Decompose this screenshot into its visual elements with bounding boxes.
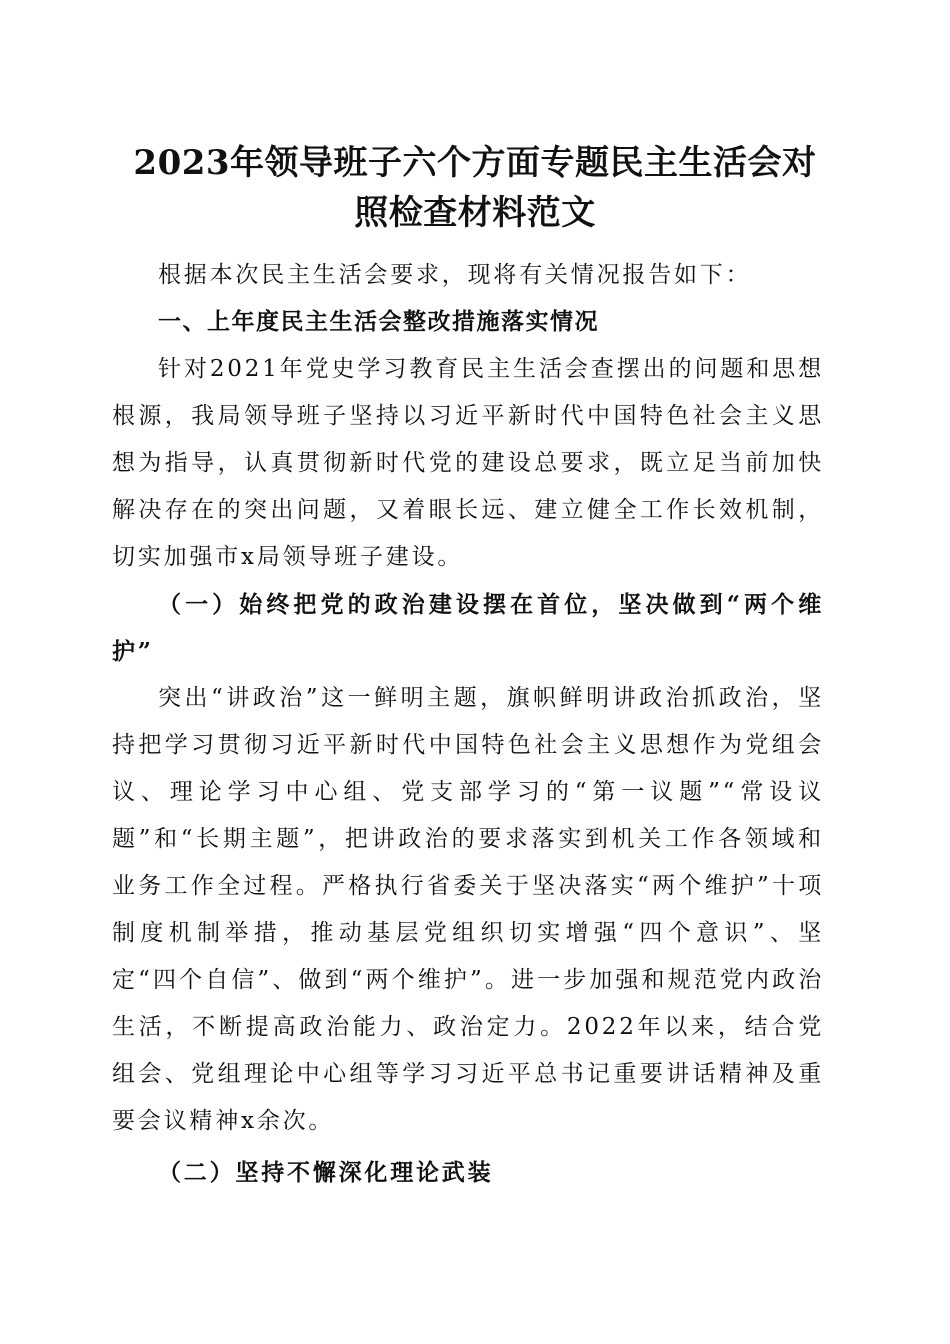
document-title (100, 138, 850, 238)
body-paragraph-1: 针对2021年党史学习教育民主生活会查摆出的问题和思想根源，我局领导班子坚持以习近平新时代中国特色社会主义思想为指导，认真贯彻新时代党的建设总要求，既立足当前加快解决存在的突出问题，又着眼长远、建立健全工作长效机制，切实加强市x局领导班子建设。 (112, 356, 824, 570)
section-heading-1: 一、上年度民主生活会整改措施落实情况 (158, 309, 599, 335)
body-paragraph-2: 突出“讲政治”这一鲜明主题，旗帜鲜明讲政治抓政治，坚持把学习贯彻习近平新时代中国特色社会主义思想作为党组会议、理论学习中心组、党支部学习的“第一议题”“常设议题”和“长期主题”，把讲政治的要求落实到机关工作各领域和业务工作全过程。严格执行省委关于坚决落实“两个维护”十项制度机制举措，推动基层党组织切实增强“四个意识”、坚定“四个自信”、做到“两个维护”。进一步加强和规范党内政治生活，不断提高政治能力、政治定力。2022年以来，结合党组会、党组理论中心组等学习习近平总书记重要讲话精神及重要会议精神x余次。 (112, 685, 824, 1134)
subsection-heading-1: （一）始终把党的政治建设摆在首位，坚决做到“两个维护” (112, 591, 824, 665)
subsection-heading-2: （二）坚持不懈深化理论武装 (158, 1159, 494, 1186)
title-line-1: 2023年领导班子六个方面专题民主生活会对 (133, 143, 817, 183)
intro-paragraph: 根据本次民主生活会要求，现将有关情况报告如下： (158, 262, 752, 288)
title-line-2: 照检查材料范文 (354, 193, 596, 233)
document-body (112, 252, 824, 1196)
